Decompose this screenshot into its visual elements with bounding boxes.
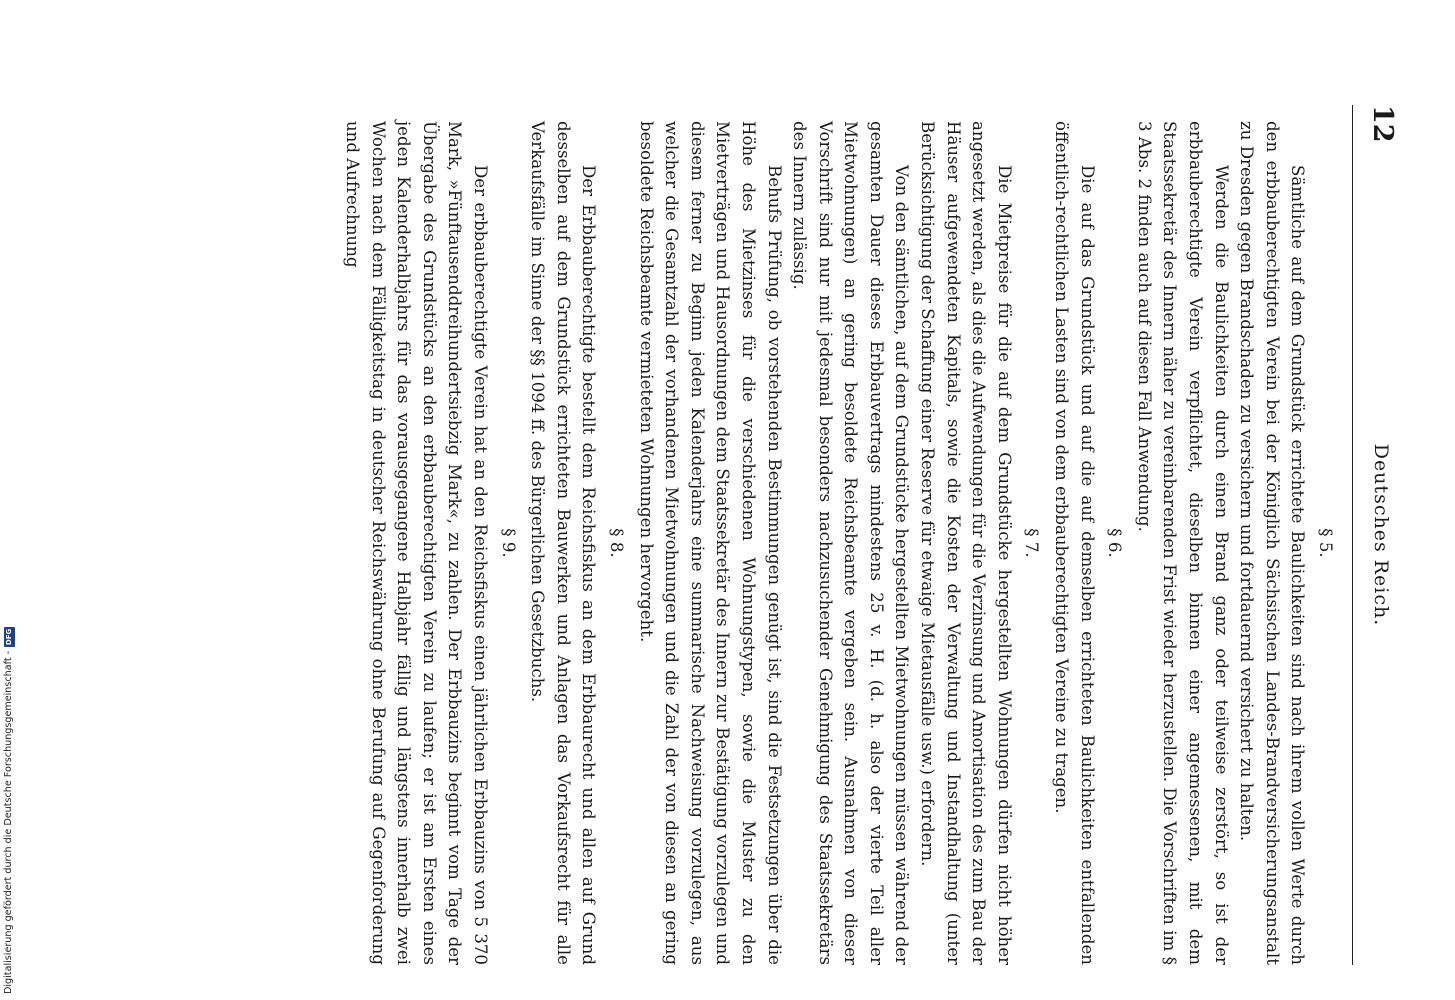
section-6 [1048,121,1127,965]
paragraph: Sämtliche auf dem Grundstück errichtete Baulichkeiten sind nach ihrem vollen Werte durch den erbbauberechtigten Verein bei der Königlich Sächsischen Landes-Brandversicherungsanstalt zu Dresden gegen Brandschaden zu versichern und fortdauernd versichert zu halten. [1237,121,1308,965]
section-heading: § 5. [1316,528,1335,558]
section-heading: § 9. [498,528,518,558]
paragraph: Die auf das Grundstück und auf die auf demselben errichteten Baulichkeiten entfallenden öffentlich-rechtlichen Lasten sind von dem erbbauberechtigten Vereine zu tragen. [1052,121,1097,965]
page-header [1360,105,1400,965]
document-body [339,121,1342,965]
section-8 [525,121,629,965]
paragraph: Der Erbbauberechtigte bestellt dem Reichsfiskus an dem Erbbaurecht und allen auf Grund desselben auf dem Grundstück errichteten Bauwerken und Anlagen das Vorkaufsrecht für alle Verkaufsfälle im Sinne der §§ 1094 ff. des Bürgerlichen Gesetzbuchs. [528,121,599,965]
paragraph: Der erbbauberechtigte Verein hat an den Reichsfiskus einen jährlichen Erbbauzins von 5 370 Mark, »Fünftausenddreihundertsiebzig Mark«, zu zahlen. Der Erbbauzins beginnt vom Tage der Übergabe des Grundstücks an den erbbauberechtigten Verein zu laufen; er ist am Ersten eines jeden Kalenderhalbjahrs für das vorausgegangene Halbjahr fällig und längstens innerhalb zwei Wochen nach dem Fälligkeitstag in deutscher Reichswährung ohne Berufung auf Gegenforderung und Aufrechnung [343,121,490,965]
section-heading: § 7. [1022,528,1042,558]
paragraph: Werden die Baulichkeiten durch einen Brand ganz oder teilweise zerstört, so ist der erbbauberechtigte Verein verpflichtet, dieselben binnen einer angemessenen, mit dem Staatssekretär des Innern näher zu vereinbarenden Frist wieder herzustellen. Die Vorschriften im § 3 Abs. 2 finden auch auf diesen Fall Anwendung. [1134,121,1231,965]
dfg-logo-icon: DFG [4,628,13,646]
running-head: Deutsches Reich. [1370,443,1392,627]
digitization-credit [2,600,16,994]
rotated-document [160,95,1400,975]
section-9 [339,121,520,965]
section-7 [633,121,1045,965]
section-heading: § 6. [1105,528,1125,558]
section-heading: § 8. [606,528,626,558]
paragraph: Behufs Prüfung, ob vorstehenden Bestimmungen genügt ist, sind die Festsetzungen über die Höhe des Mietzinses für die verschiedenen Wohnungstypen, sowie die Muster zu den Mietverträgen und Hausordnungen dem Staatssekretär des Innern zur Bestätigung vorzulegen und diesem ferner zu Beginn jeden Kalenderjahrs eine summarische Nachweisung vorzulegen, aus welcher die Gesamtzahl der vorhandenen Mietwohnungen und die Zahl der von diesen an gering besoldete Reichsbeamte vermieteten Wohnungen hervorgeht. [636,121,784,965]
page-number: 12 [1367,105,1398,143]
credit-text: Digitalisierung gefördert durch die Deutsche Forschungsgemeinschaft - [3,650,14,994]
section-5 [1131,121,1338,965]
header-rule [1352,105,1353,965]
paragraph: Die Mietpreise für die auf dem Grundstücke hergestellten Wohnungen dürfen nicht höher angesetzt werden, als dies die Aufwendungen für die Verzinsung und Amortisation des zum Bau der Häuser aufgewendeten Kapitals, sowie die Kosten der Verwaltung und Instandhaltung (unter Berücksichtigung der Schaffung einer Reserve für etwaige Mietausfälle usw.) erfordern. [918,121,1014,965]
paragraph: Von den sämtlichen, auf dem Grundstücke hergestellten Mietwohnungen müssen während der gesamten Dauer dieses Erbbauvertrags mindestens 25 v. H. (d. h. also der vierte Teil aller Mietwohnungen) an gering besoldete Reichsbeamte vergeben sein. Ausnahmen von dieser Vorschrift sind nur mit jedesmal besonders nachzusuchender Genehmigung des Staatssekretärs des Innern zulässig. [790,121,912,965]
